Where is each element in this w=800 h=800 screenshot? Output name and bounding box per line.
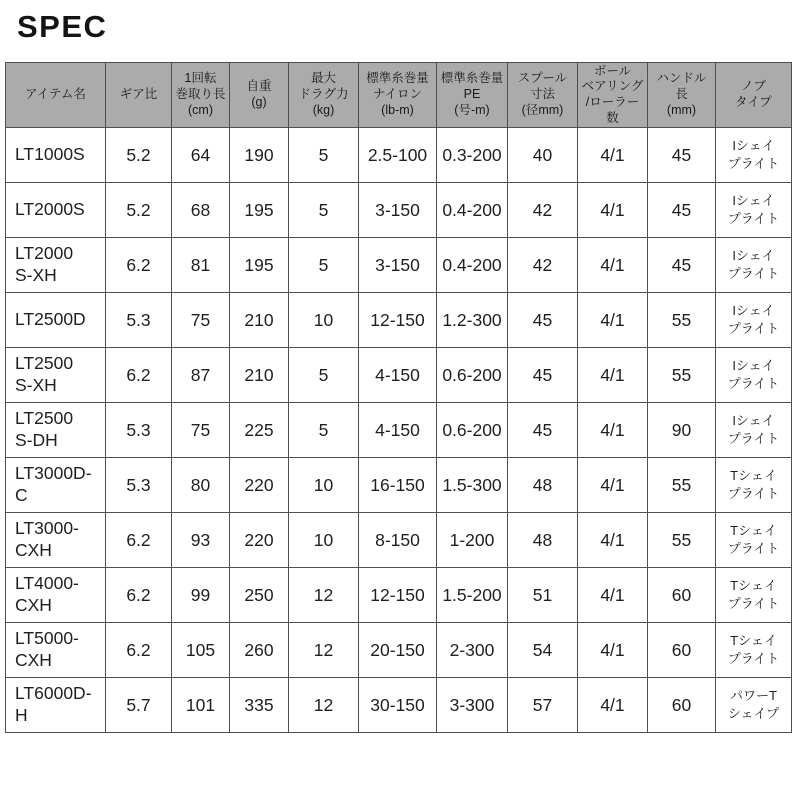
cell-gear_ratio: 6.2 <box>106 348 172 403</box>
cell-line_cap_pe: 1.5-200 <box>437 568 508 623</box>
cell-gear_ratio: 5.3 <box>106 293 172 348</box>
cell-handle_length: 60 <box>648 623 716 678</box>
spec-table-body <box>6 128 792 733</box>
cell-weight: 210 <box>230 348 289 403</box>
cell-retrieve_per_turn: 93 <box>172 513 230 568</box>
cell-line_cap_pe: 1-200 <box>437 513 508 568</box>
cell-retrieve_per_turn: 105 <box>172 623 230 678</box>
table-row <box>6 348 792 403</box>
cell-max_drag: 5 <box>289 183 359 238</box>
cell-handle_length: 60 <box>648 568 716 623</box>
cell-item: LT2000S <box>6 183 106 238</box>
cell-weight: 195 <box>230 238 289 293</box>
cell-line_cap_nylon: 16-150 <box>359 458 437 513</box>
cell-max_drag: 12 <box>289 678 359 733</box>
header-cell-weight: 自重 (g) <box>230 63 289 128</box>
cell-knob_type: Iシェイ プライト <box>716 128 792 183</box>
cell-bearings: 4/1 <box>578 678 648 733</box>
cell-max_drag: 5 <box>289 403 359 458</box>
cell-gear_ratio: 5.3 <box>106 403 172 458</box>
cell-weight: 335 <box>230 678 289 733</box>
cell-spool_size: 45 <box>508 293 578 348</box>
cell-bearings: 4/1 <box>578 128 648 183</box>
cell-retrieve_per_turn: 81 <box>172 238 230 293</box>
cell-knob_type: Tシェイ プライト <box>716 568 792 623</box>
table-row <box>6 293 792 348</box>
header-cell-bearings: ボール ベアリング /ローラー 数 <box>578 63 648 128</box>
cell-retrieve_per_turn: 75 <box>172 293 230 348</box>
cell-bearings: 4/1 <box>578 348 648 403</box>
header-cell-item: アイテム名 <box>6 63 106 128</box>
cell-item: LT2500 S-DH <box>6 403 106 458</box>
cell-spool_size: 54 <box>508 623 578 678</box>
cell-line_cap_nylon: 30-150 <box>359 678 437 733</box>
cell-line_cap_pe: 0.6-200 <box>437 348 508 403</box>
cell-line_cap_nylon: 12-150 <box>359 293 437 348</box>
cell-max_drag: 10 <box>289 513 359 568</box>
cell-spool_size: 57 <box>508 678 578 733</box>
cell-gear_ratio: 6.2 <box>106 238 172 293</box>
header-cell-line_cap_pe: 標準糸巻量 PE (号-m) <box>437 63 508 128</box>
cell-bearings: 4/1 <box>578 403 648 458</box>
header-cell-max_drag: 最大 ドラグ力 (kg) <box>289 63 359 128</box>
cell-weight: 220 <box>230 458 289 513</box>
cell-bearings: 4/1 <box>578 623 648 678</box>
cell-retrieve_per_turn: 87 <box>172 348 230 403</box>
header-cell-spool_size: スプール 寸法 (径mm) <box>508 63 578 128</box>
header-cell-gear_ratio: ギア比 <box>106 63 172 128</box>
cell-weight: 250 <box>230 568 289 623</box>
cell-max_drag: 12 <box>289 568 359 623</box>
cell-knob_type: Tシェイ プライト <box>716 623 792 678</box>
table-row <box>6 128 792 183</box>
cell-gear_ratio: 5.2 <box>106 128 172 183</box>
cell-handle_length: 55 <box>648 458 716 513</box>
header-cell-handle_length: ハンドル 長 (mm) <box>648 63 716 128</box>
page-title: SPEC <box>17 9 108 44</box>
cell-spool_size: 42 <box>508 183 578 238</box>
cell-item: LT2500D <box>6 293 106 348</box>
cell-item: LT3000- CXH <box>6 513 106 568</box>
cell-handle_length: 45 <box>648 183 716 238</box>
spec-table <box>5 62 792 733</box>
cell-gear_ratio: 5.2 <box>106 183 172 238</box>
cell-knob_type: Iシェイ プライト <box>716 183 792 238</box>
cell-retrieve_per_turn: 75 <box>172 403 230 458</box>
cell-bearings: 4/1 <box>578 513 648 568</box>
table-row <box>6 458 792 513</box>
cell-handle_length: 60 <box>648 678 716 733</box>
cell-spool_size: 48 <box>508 513 578 568</box>
cell-weight: 190 <box>230 128 289 183</box>
cell-spool_size: 48 <box>508 458 578 513</box>
table-row <box>6 183 792 238</box>
cell-max_drag: 5 <box>289 348 359 403</box>
cell-knob_type: Iシェイ プライト <box>716 348 792 403</box>
cell-gear_ratio: 6.2 <box>106 513 172 568</box>
cell-gear_ratio: 6.2 <box>106 568 172 623</box>
cell-line_cap_nylon: 20-150 <box>359 623 437 678</box>
cell-bearings: 4/1 <box>578 183 648 238</box>
cell-item: LT3000D-C <box>6 458 106 513</box>
cell-max_drag: 10 <box>289 458 359 513</box>
cell-weight: 195 <box>230 183 289 238</box>
cell-line_cap_pe: 0.4-200 <box>437 238 508 293</box>
cell-spool_size: 42 <box>508 238 578 293</box>
cell-retrieve_per_turn: 68 <box>172 183 230 238</box>
table-row <box>6 623 792 678</box>
table-row <box>6 513 792 568</box>
cell-max_drag: 5 <box>289 238 359 293</box>
cell-line_cap_pe: 1.5-300 <box>437 458 508 513</box>
table-row <box>6 678 792 733</box>
cell-knob_type: Tシェイ プライト <box>716 458 792 513</box>
table-row <box>6 238 792 293</box>
cell-handle_length: 90 <box>648 403 716 458</box>
cell-weight: 210 <box>230 293 289 348</box>
cell-line_cap_pe: 1.2-300 <box>437 293 508 348</box>
cell-line_cap_nylon: 12-150 <box>359 568 437 623</box>
cell-item: LT6000D-H <box>6 678 106 733</box>
cell-retrieve_per_turn: 64 <box>172 128 230 183</box>
cell-gear_ratio: 5.7 <box>106 678 172 733</box>
cell-line_cap_nylon: 2.5-100 <box>359 128 437 183</box>
cell-handle_length: 55 <box>648 293 716 348</box>
cell-item: LT2500 S-XH <box>6 348 106 403</box>
header-row <box>6 63 792 128</box>
cell-knob_type: Tシェイ プライト <box>716 513 792 568</box>
cell-retrieve_per_turn: 101 <box>172 678 230 733</box>
cell-weight: 260 <box>230 623 289 678</box>
cell-max_drag: 5 <box>289 128 359 183</box>
cell-gear_ratio: 6.2 <box>106 623 172 678</box>
cell-handle_length: 55 <box>648 348 716 403</box>
cell-line_cap_pe: 2-300 <box>437 623 508 678</box>
cell-line_cap_nylon: 3-150 <box>359 238 437 293</box>
cell-handle_length: 45 <box>648 128 716 183</box>
cell-spool_size: 40 <box>508 128 578 183</box>
cell-handle_length: 55 <box>648 513 716 568</box>
cell-bearings: 4/1 <box>578 293 648 348</box>
cell-knob_type: Iシェイ プライト <box>716 403 792 458</box>
cell-line_cap_nylon: 3-150 <box>359 183 437 238</box>
cell-handle_length: 45 <box>648 238 716 293</box>
table-row <box>6 403 792 458</box>
header-cell-line_cap_nylon: 標準糸巻量 ナイロン (lb-m) <box>359 63 437 128</box>
cell-spool_size: 45 <box>508 348 578 403</box>
cell-line_cap_nylon: 4-150 <box>359 348 437 403</box>
cell-weight: 225 <box>230 403 289 458</box>
cell-line_cap_pe: 0.4-200 <box>437 183 508 238</box>
spec-table-head <box>6 63 792 128</box>
cell-line_cap_nylon: 4-150 <box>359 403 437 458</box>
cell-knob_type: Iシェイ プライト <box>716 238 792 293</box>
cell-item: LT1000S <box>6 128 106 183</box>
header-cell-retrieve_per_turn: 1回転 巻取り長 (cm) <box>172 63 230 128</box>
cell-line_cap_pe: 0.3-200 <box>437 128 508 183</box>
cell-retrieve_per_turn: 99 <box>172 568 230 623</box>
cell-retrieve_per_turn: 80 <box>172 458 230 513</box>
cell-max_drag: 10 <box>289 293 359 348</box>
cell-weight: 220 <box>230 513 289 568</box>
cell-gear_ratio: 5.3 <box>106 458 172 513</box>
cell-item: LT4000- CXH <box>6 568 106 623</box>
cell-knob_type: パワーT シェイプ <box>716 678 792 733</box>
cell-knob_type: Iシェイ プライト <box>716 293 792 348</box>
cell-item: LT2000 S-XH <box>6 238 106 293</box>
cell-item: LT5000- CXH <box>6 623 106 678</box>
header-cell-knob_type: ノブ タイプ <box>716 63 792 128</box>
cell-spool_size: 45 <box>508 403 578 458</box>
cell-bearings: 4/1 <box>578 568 648 623</box>
table-row <box>6 568 792 623</box>
cell-spool_size: 51 <box>508 568 578 623</box>
cell-line_cap_pe: 3-300 <box>437 678 508 733</box>
cell-bearings: 4/1 <box>578 238 648 293</box>
cell-max_drag: 12 <box>289 623 359 678</box>
cell-line_cap_pe: 0.6-200 <box>437 403 508 458</box>
cell-bearings: 4/1 <box>578 458 648 513</box>
cell-line_cap_nylon: 8-150 <box>359 513 437 568</box>
